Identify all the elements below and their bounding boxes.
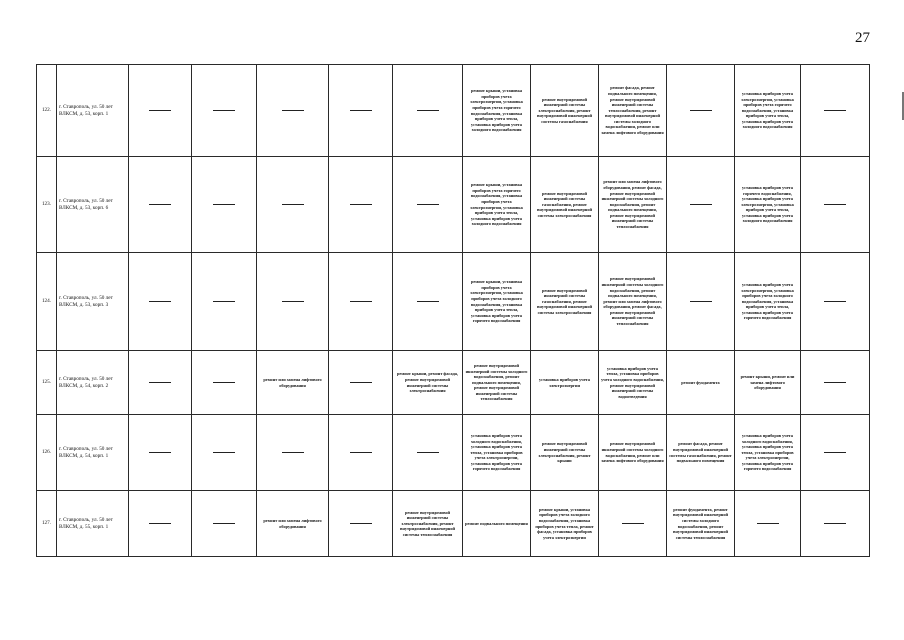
empty-cell <box>329 351 393 415</box>
empty-cell <box>393 65 463 157</box>
empty-cell <box>257 415 329 491</box>
address-cell: г. Ставрополь, ул. 50 лет ВЛКСМ, д. 53, корп. 6 <box>57 157 129 253</box>
dash-mark <box>690 204 712 205</box>
dash-mark <box>690 301 712 302</box>
table-body <box>37 65 870 557</box>
dash-mark <box>350 301 372 302</box>
dash-mark <box>149 452 171 453</box>
empty-cell <box>329 65 393 157</box>
dash-mark <box>213 452 235 453</box>
empty-cell <box>801 491 870 557</box>
empty-cell <box>329 157 393 253</box>
work-cell: ремонт внутридомовой инженерной системы холодного водоснабжения, ремонт подвального помещения, ремонт или замена лифтового оборудования, ремонт фасада, ремонт внутридомовой инженерной системы теплоснабжения <box>599 253 667 351</box>
work-cell: ремонт или замена лифтового оборудования <box>257 491 329 557</box>
work-cell: установка приборов учета электроэнергии, установка приборов учета холодного водоснабжения, установка приборов учета тепла, установка приборов учета горячего водоснабжения <box>735 253 801 351</box>
address-cell: г. Ставрополь, ул. 50 лет ВЛКСМ, д. 53, корп. 3 <box>57 253 129 351</box>
empty-cell <box>129 415 192 491</box>
dash-mark <box>417 452 439 453</box>
work-cell: ремонт крыши, установка приборов учета электроэнергии, установка приборов учета горячего водоснабжения, установка приборов учета тепла, установка приборов учета холодного водоснабжения <box>463 65 531 157</box>
work-cell: ремонт внутридомовой инженерной системы газоснабжения, ремонт внутридомовой инженерной системы электроснабжения <box>531 253 599 351</box>
dash-mark <box>824 204 846 205</box>
work-cell: ремонт внутридомовой инженерной системы электроснабжения, ремонт крыши <box>531 415 599 491</box>
empty-cell <box>129 491 192 557</box>
empty-cell <box>801 65 870 157</box>
dash-mark <box>282 301 304 302</box>
empty-cell <box>192 65 257 157</box>
work-cell: ремонт внутридомовой инженерной системы газоснабжения, ремонт внутридомовой инженерной системы электроснабжения <box>531 157 599 253</box>
dash-mark <box>417 301 439 302</box>
empty-cell <box>129 351 192 415</box>
page-number: 27 <box>855 30 870 46</box>
work-cell: ремонт крыши, ремонт фасада, ремонт внутридомовой инженерной системы электроснабжения <box>393 351 463 415</box>
empty-cell <box>667 65 735 157</box>
dash-mark <box>350 110 372 111</box>
empty-cell <box>257 157 329 253</box>
dash-mark <box>213 523 235 524</box>
table-row <box>37 157 870 253</box>
dash-mark <box>350 382 372 383</box>
address-cell: г. Ставрополь, ул. 50 лет ВЛКСМ, д. 55, корп. 1 <box>57 491 129 557</box>
work-cell: установка приборов учета холодного водоснабжения, установка приборов учета тепла, установка приборов учета электроэнергии, установка приборов учета горячего водоснабжения <box>735 415 801 491</box>
dash-mark <box>824 523 846 524</box>
empty-cell <box>192 157 257 253</box>
empty-cell <box>667 157 735 253</box>
dash-mark <box>622 523 644 524</box>
empty-cell <box>192 491 257 557</box>
dash-mark <box>149 204 171 205</box>
work-cell: ремонт крыши, установка приборов учета холодного водоснабжения, установка приборов учета тепла, ремонт фасада, установка приборов учета электроэнергии <box>531 491 599 557</box>
work-cell: ремонт крыши, ремонт или замена лифтового оборудования <box>735 351 801 415</box>
work-cell: ремонт или замена лифтового оборудования, ремонт фасада, ремонт внутридомовой инженерной системы холодного водоснабжения, ремонт подвального помещения, ремонт внутридомовой инженерной системы теплоснабжения <box>599 157 667 253</box>
work-cell: ремонт фасада, ремонт подвального помещения, ремонт внутридомовой инженерной системы теплоснабжения, ремонт внутридомовой инженерной системы холодного водоснабжения, ремонт или замена лифтового оборудования <box>599 65 667 157</box>
dash-mark <box>350 204 372 205</box>
work-cell: ремонт внутридомовой инженерной системы электроснабжения, ремонт внутридомовой инженерной системы газоснабжения <box>531 65 599 157</box>
work-cell: установка приборов учета тепла, установка приборов учета холодного водоснабжения, ремонт внутридомовой инженерной системы водоотведения <box>599 351 667 415</box>
empty-cell <box>393 157 463 253</box>
table-row <box>37 351 870 415</box>
work-cell: ремонт внутридомовой инженерной системы холодного водоснабжения, ремонт или замена лифтового оборудования <box>599 415 667 491</box>
row-number: 125. <box>37 351 57 415</box>
empty-cell <box>801 415 870 491</box>
empty-cell <box>393 415 463 491</box>
work-cell: установка приборов учета горячего водоснабжения, установка приборов учета электроэнергии, установка приборов учета тепла, установка приборов учета холодного водоснабжения <box>735 157 801 253</box>
empty-cell <box>192 351 257 415</box>
dash-mark <box>417 204 439 205</box>
work-cell: ремонт внутридомовой инженерной системы холодного водоснабжения, ремонт подвального помещения, ремонт внутридомовой инженерной системы теплоснабжения <box>463 351 531 415</box>
dash-mark <box>350 523 372 524</box>
repair-plan-table <box>36 64 870 557</box>
dash-mark <box>213 110 235 111</box>
empty-cell <box>599 491 667 557</box>
dash-mark <box>149 523 171 524</box>
dash-mark <box>213 204 235 205</box>
empty-cell <box>329 253 393 351</box>
dash-mark <box>149 382 171 383</box>
address-cell: г. Ставрополь, ул. 50 лет ВЛКСМ, д. 54, корп. 2 <box>57 351 129 415</box>
dash-mark <box>149 301 171 302</box>
address-cell: г. Ставрополь, ул. 50 лет ВЛКСМ, д. 54, корп. 1 <box>57 415 129 491</box>
empty-cell <box>129 253 192 351</box>
dash-mark <box>690 110 712 111</box>
empty-cell <box>129 157 192 253</box>
work-cell: ремонт фундамента, ремонт внутридомовой инженерной системы холодного водоснабжения, ремонт внутридомовой инженерной системы теплоснабжения <box>667 491 735 557</box>
empty-cell <box>257 253 329 351</box>
dash-mark <box>282 110 304 111</box>
work-cell: ремонт или замена лифтового оборудования <box>257 351 329 415</box>
dash-mark <box>350 452 372 453</box>
dash-mark <box>824 301 846 302</box>
dash-mark <box>824 452 846 453</box>
row-number: 124. <box>37 253 57 351</box>
table-row <box>37 415 870 491</box>
table-row <box>37 253 870 351</box>
work-cell: установка приборов учета холодного водоснабжения, установка приборов учета тепла, установка приборов учета электроэнергии, установка приборов учета горячего водоснабжения <box>463 415 531 491</box>
table-row <box>37 65 870 157</box>
empty-cell <box>257 65 329 157</box>
empty-cell <box>129 65 192 157</box>
work-cell: ремонт крыши, установка приборов учета электроэнергии, установка приборов учета холодного водоснабжения, установка приборов учета тепла, установка приборов учета горячего водоснабжения <box>463 253 531 351</box>
table-row <box>37 491 870 557</box>
work-cell: ремонт внутридомовой инженерной системы электроснабжения, ремонт внутридомовой инженерной системы теплоснабжения <box>393 491 463 557</box>
dash-mark <box>213 382 235 383</box>
empty-cell <box>801 253 870 351</box>
work-cell: ремонт фундамента <box>667 351 735 415</box>
empty-cell <box>329 491 393 557</box>
empty-cell <box>393 253 463 351</box>
dash-mark <box>282 452 304 453</box>
dash-mark <box>213 301 235 302</box>
address-cell: г. Ставрополь, ул. 50 лет ВЛКСМ, д. 53, корп. 1 <box>57 65 129 157</box>
empty-cell <box>329 415 393 491</box>
row-number: 126. <box>37 415 57 491</box>
dash-mark <box>417 110 439 111</box>
row-number: 122. <box>37 65 57 157</box>
dash-mark <box>149 110 171 111</box>
row-number: 123. <box>37 157 57 253</box>
empty-cell <box>735 491 801 557</box>
empty-cell <box>801 157 870 253</box>
work-cell: установка приборов учета электроэнергии, установка приборов учета горячего водоснабжения, установка приборов учета тепла, установка приборов учета холодного водоснабжения <box>735 65 801 157</box>
row-number: 127. <box>37 491 57 557</box>
dash-mark <box>824 382 846 383</box>
dash-mark <box>824 110 846 111</box>
empty-cell <box>801 351 870 415</box>
dash-mark <box>757 523 779 524</box>
empty-cell <box>192 415 257 491</box>
dash-mark <box>282 204 304 205</box>
empty-cell <box>192 253 257 351</box>
work-cell: ремонт фасада, ремонт внутридомовой инженерной системы газоснабжения, ремонт подвального помещения <box>667 415 735 491</box>
work-cell: ремонт крыши, установка приборов учета горячего водоснабжения, установка приборов учета электроэнергии, установка приборов учета тепла, установка приборов учета холодного водоснабжения <box>463 157 531 253</box>
empty-cell <box>667 253 735 351</box>
work-cell: установка приборов учета электроэнергии <box>531 351 599 415</box>
work-cell: ремонт подвального помещения <box>463 491 531 557</box>
